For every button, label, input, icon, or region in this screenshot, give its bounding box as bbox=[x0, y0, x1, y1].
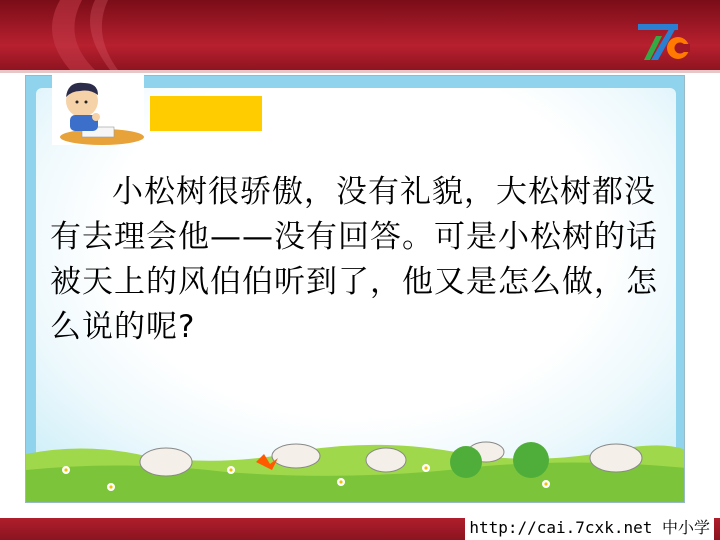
grass-decoration bbox=[26, 432, 685, 502]
boy-thinking-image bbox=[52, 75, 144, 145]
footer-url[interactable]: http://cai.7cxk.net 中小学 bbox=[465, 516, 714, 540]
title-placeholder-tag bbox=[150, 96, 262, 131]
site-logo-icon bbox=[636, 20, 690, 62]
header-swoosh bbox=[0, 0, 720, 70]
passage-paragraph: 小松树很骄傲，没有礼貌，大松树都没有去理会他——没有回答。可是小松树的话被天上的风伯伯听到了，他又是怎么做，怎么说的呢? bbox=[50, 174, 658, 345]
passage-text bbox=[50, 170, 670, 350]
header-divider bbox=[0, 70, 720, 73]
header-banner bbox=[0, 0, 720, 70]
